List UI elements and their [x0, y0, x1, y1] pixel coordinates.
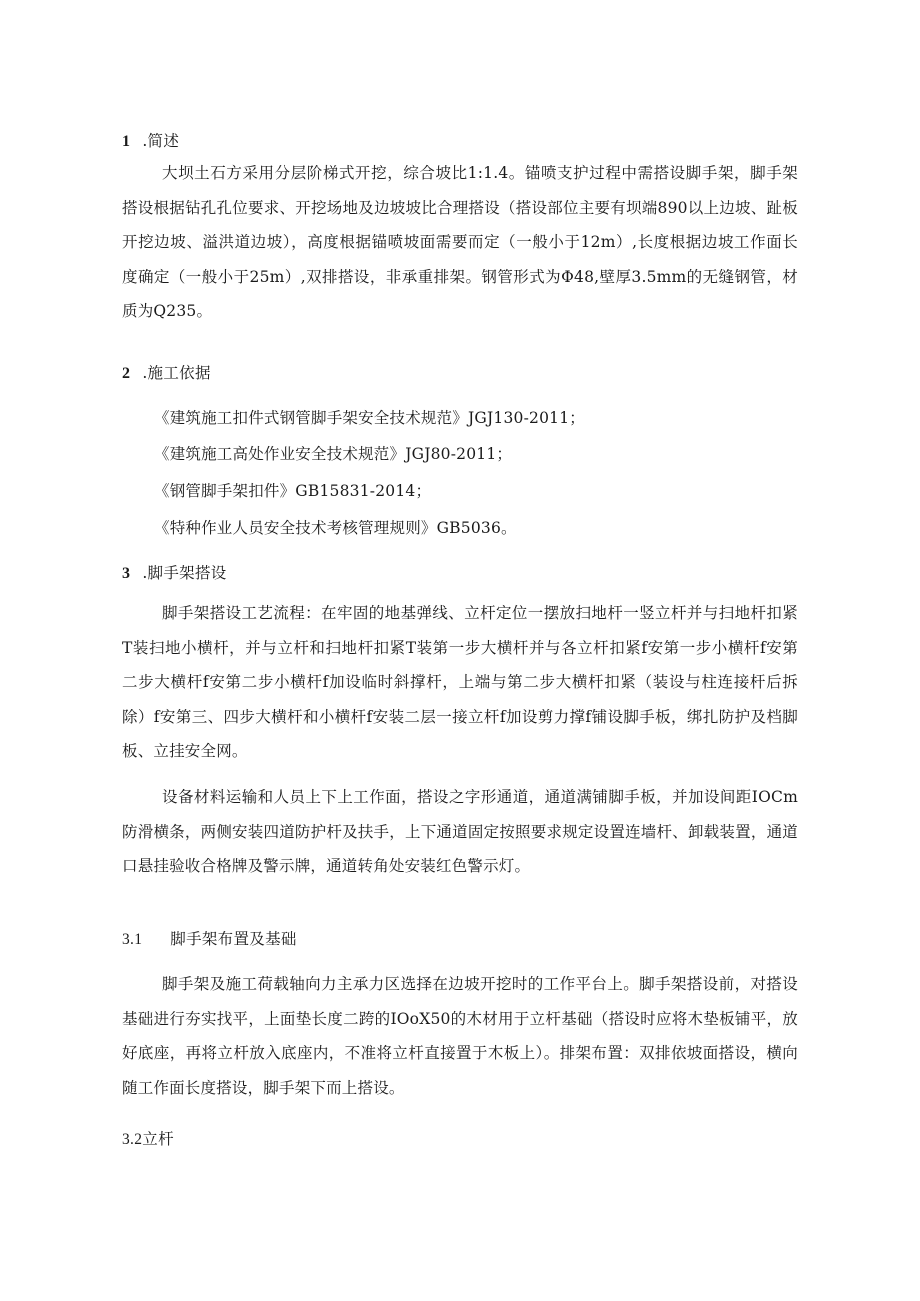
reference-item: 《钢管脚手架扣件》GB15831-2014；	[154, 482, 432, 500]
section-1-heading	[122, 129, 179, 151]
reference-item: 《建筑施工高处作业安全技术规范》JGJ80-2011；	[154, 445, 513, 463]
section-3-title: .脚手架搭设	[142, 564, 227, 582]
section-2-heading	[122, 361, 211, 383]
section-3-heading	[122, 561, 227, 583]
section-3-paragraph-2: 设备材料运输和人员上下上工作面，搭设之字形通道，通道满铺脚手板，并加设间距IOCm防滑横条，两侧安装四道防护杆及扶手，上下通道固定按照要求规定设置连墙杆、卸载装置，通道口悬挂验收合格牌及警示牌，通道转角处安装红色警示灯。	[122, 788, 798, 876]
section-3-paragraph-1: 脚手架搭设工艺流程：在牢固的地基弹线、立杆定位一摆放扫地杆一竖立杆并与扫地杆扣紧T装扫地小横杆，并与立杆和扫地杆扣紧T装第一步大横杆并与各立杆扣紧f安第一步小横杆f安第二步大横杆f安第二步小横杆f加设临时斜撑杆，上端与第二步大横杆扣紧（装设与柱连接杆后拆除）f安第三、四步大横杆和小横杆f安装二层一接立杆f加设剪力撑f铺设脚手板，绑扎防护及档脚板、立挂安全网。	[122, 604, 798, 761]
section-3-1-title: 脚手架布置及基础	[170, 930, 297, 948]
section-1-paragraph: 大坝土石方采用分层阶梯式开挖，综合坡比1:1.4。锚喷支护过程中需搭设脚手架，脚手架搭设根据钻孔孔位要求、开挖场地及边坡坡比合理搭设（搭设部位主要有坝端890以上边坡、趾板开挖边坡、溢洪道边坡），高度根据锚喷坡面需要而定（一般小于12m）,长度根据边坡工作面长度确定（一般小于25m）,双排搭设，非承重排架。钢管形式为Φ48,壁厚3.5mm的无缝钢管，材质为Q235。	[122, 164, 798, 321]
section-3-1-number: 3.1	[122, 931, 143, 948]
section-2-title: .施工依据	[142, 364, 211, 382]
section-1-title: .简述	[142, 132, 180, 150]
section-3-2-title: 立杆	[142, 1130, 174, 1148]
reference-item: 《建筑施工扣件式钢管脚手架安全技术规范》JGJ130-2011；	[154, 409, 585, 427]
section-3-2-heading	[122, 1127, 174, 1149]
section-3-1-paragraph: 脚手架及施工荷载轴向力主承力区选择在边坡开挖时的工作平台上。脚手架搭设前，对搭设基础进行夯实找平，上面垫长度二跨的IOoX50的木材用于立杆基础（搭设时应将木垫板铺平，放好底座，再将立杆放入底座内，不准将立杆直接置于木板上）。排架布置：双排依坡面搭设，横向随工作面长度搭设，脚手架下而上搭设。	[122, 975, 798, 1097]
section-1-number: 1	[122, 133, 131, 150]
section-3-2-number: 3.2	[122, 1131, 143, 1148]
section-3-number: 3	[122, 565, 131, 582]
section-2-number: 2	[122, 365, 131, 382]
reference-item: 《特种作业人员安全技术考核管理规则》GB5036。	[154, 519, 517, 537]
section-3-1-heading	[122, 927, 297, 949]
